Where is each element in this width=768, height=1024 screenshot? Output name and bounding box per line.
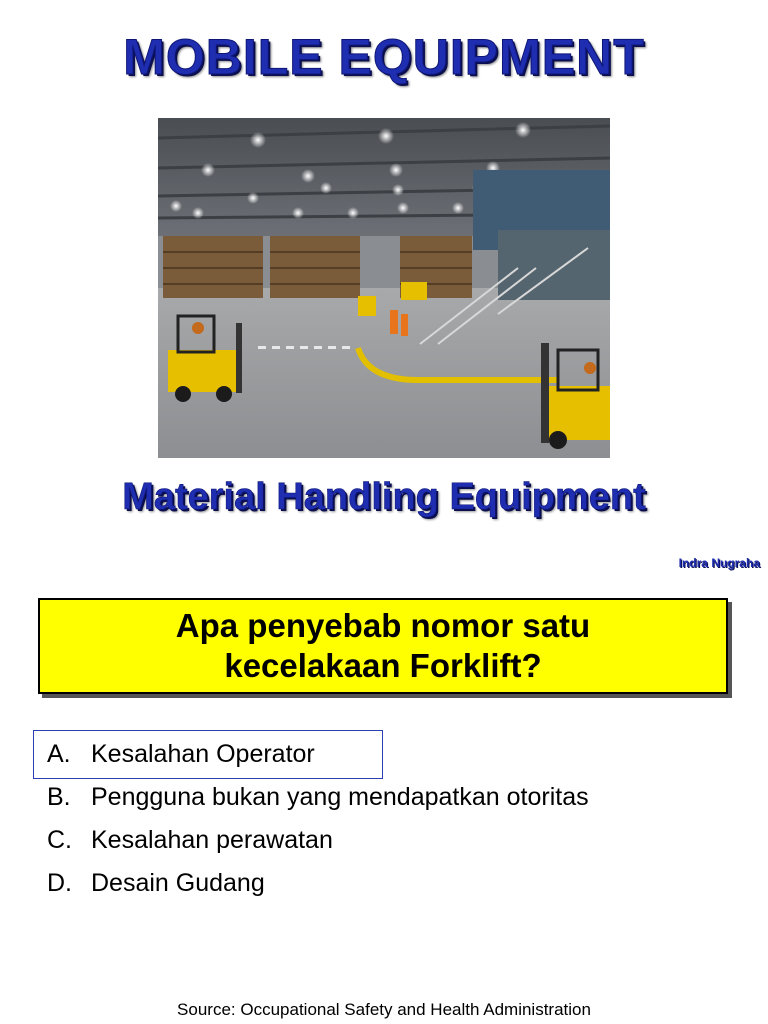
question-line-2: kecelakaan Forklift? [224,647,542,684]
author-credit: Indra Nugraha [678,556,760,570]
answer-letter: B. [47,783,71,811]
answer-list [47,736,589,908]
answer-text: Desain Gudang [91,869,265,897]
slide-subtitle: Material Handling Equipment [122,476,646,518]
answer-option-a[interactable] [47,736,589,779]
question-box [38,598,728,694]
answer-letter: C. [47,826,72,854]
answer-letter: A. [47,740,71,768]
source-citation: Source: Occupational Safety and Health Administration [177,1000,591,1019]
warehouse-image [158,118,610,458]
answer-text: Pengguna bukan yang mendapatkan otoritas [91,783,589,811]
answer-letter: D. [47,869,72,897]
answer-option-c[interactable] [47,822,589,865]
question-line-1: Apa penyebab nomor satu [175,607,591,644]
answer-option-d[interactable] [47,865,589,908]
slide-title: MOBILE EQUIPMENT [123,29,645,85]
answer-text: Kesalahan perawatan [91,826,333,854]
answer-text: Kesalahan Operator [91,740,315,768]
answer-option-b[interactable] [47,779,589,822]
